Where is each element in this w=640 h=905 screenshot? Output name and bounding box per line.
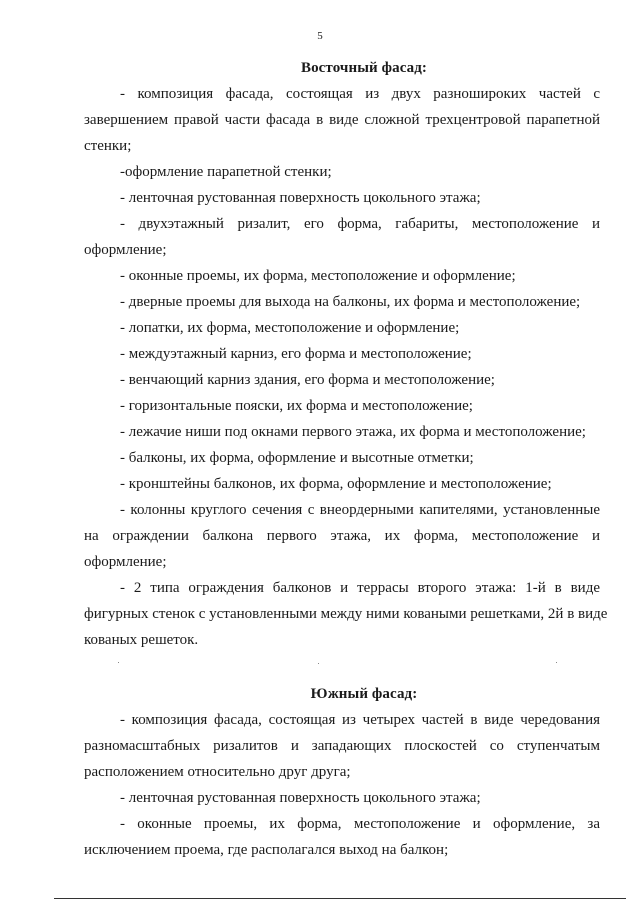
text-line: - лежачие ниши под окнами первого этажа, их форма и местоположение; (120, 424, 586, 440)
section-heading-east: Восточный фасад: (300, 60, 428, 76)
scan-edge-line (54, 898, 626, 899)
section-heading-south: Южный фасад: (310, 686, 418, 702)
text-line: кованых решеток. (84, 632, 199, 648)
text-line: завершением правой части фасада в виде сложной трехцентровой парапетной (84, 112, 600, 128)
text-line: оформление; (84, 554, 167, 570)
text-line: - ленточная рустованная поверхность цокольного этажа; (120, 790, 481, 806)
text-line: разномасштабных ризалитов и западающих плоскостей со ступенчатым (84, 738, 600, 754)
text-line: - оконные проемы, их форма, местоположение и оформление, за (120, 816, 600, 832)
scan-speck (556, 662, 557, 663)
text-line: - композиция фасада, состоящая из двух разноширoких частей с (120, 86, 600, 102)
text-line: расположением относительно друг друга; (84, 764, 351, 780)
text-line: на ограждении балкона первого этажа, их форма, местоположение и (84, 528, 600, 544)
text-line: - оконные проемы, их форма, местоположение и оформление; (120, 268, 516, 284)
text-line: - ленточная рустованная поверхность цокольного этажа; (120, 190, 481, 206)
page-number: 5 (317, 30, 323, 42)
scan-speck (118, 662, 119, 663)
text-line: - венчающий карниз здания, его форма и местоположение; (120, 372, 495, 388)
text-line: - композиция фасада, состоящая из четырех частей в виде чередования (120, 712, 600, 728)
text-line: - лопатки, их форма, местоположение и оформление; (120, 320, 460, 336)
text-line: фигурных стенок с установленными между ними коваными решетками, 2й в виде (84, 606, 608, 622)
text-line: - дверные проемы для выхода на балконы, их форма и местоположение; (120, 294, 581, 310)
text-line: - кронштейны балконов, их форма, оформление и местоположение; (120, 476, 552, 492)
text-line: - 2 типа ограждения балконов и террасы второго этажа: 1-й в виде (120, 580, 600, 596)
scan-speck (318, 663, 319, 664)
text-line: стенки; (84, 138, 132, 154)
text-line: - балконы, их форма, оформление и высотные отметки; (120, 450, 474, 466)
text-line: исключением проема, где располагался выход на балкон; (84, 842, 449, 858)
text-line: - двухэтажный ризалит, его форма, габариты, местоположение и (120, 216, 600, 232)
text-line: оформление; (84, 242, 167, 258)
text-line: -оформление парапетной стенки; (120, 164, 332, 180)
text-line: - междуэтажный карниз, его форма и местоположение; (120, 346, 472, 362)
text-line: - колонны круглого сечения с внеордерными капителями, установленные (120, 502, 600, 518)
text-line: - горизонтальные пояски, их форма и местоположение; (120, 398, 473, 414)
